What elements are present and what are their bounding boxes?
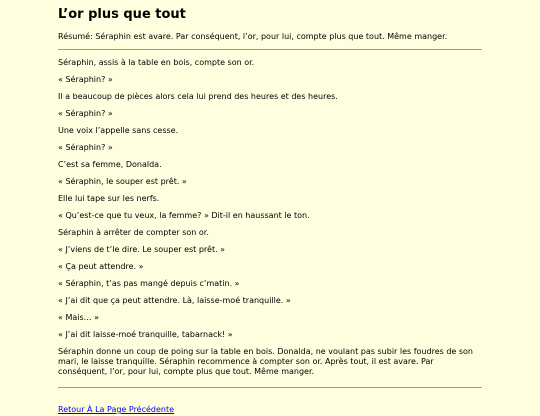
bottom-divider [58, 387, 482, 388]
page-title: L’or plus que tout [58, 7, 186, 22]
story-paragraph: « Qu’est-ce que tu veux, la femme? » Dit-il en haussant le ton. [58, 211, 310, 220]
story-paragraph: « Mais… » [58, 313, 100, 322]
story-paragraph: Séraphin, assis à la table en bois, compte son or. [58, 58, 255, 67]
story-paragraph: « Séraphin, t’as pas mangé depuis c’matin. » [58, 279, 240, 288]
story-summary: Résumé: Séraphin est avare. Par conséquent, l’or, pour lui, compte plus que tout. Même manger. [58, 32, 448, 41]
story-paragraph: « J’viens de t’le dire. Le souper est prêt. » [58, 245, 226, 254]
story-paragraph: « Ça peut attendre. » [58, 262, 144, 271]
story-paragraph: « Séraphin? » [58, 109, 113, 118]
story-paragraph: « J’ai dit laisse-moé tranquille, tabarnack! » [58, 330, 233, 339]
story-paragraph: « Séraphin, le souper est prêt. » [58, 177, 187, 186]
story-paragraph: « Séraphin? » [58, 75, 113, 84]
story-paragraph: Séraphin donne un coup de poing sur la table en bois. Donalda, ne voulant pas subir les foudres de son mari, le laisse tranquille. Séraphin recommence à compter son or. Après tout, il est avare. Par conséquent, l’or, pour lui, compte plus que tout. Même manger. [58, 347, 474, 376]
story-paragraph: Une voix l’appelle sans cesse. [58, 126, 179, 135]
story-paragraph: C’est sa femme, Donalda. [58, 160, 162, 169]
story-paragraph: Séraphin à arrêter de compter son or. [58, 228, 209, 237]
back-link[interactable]: Retour À La Page Précédente [58, 405, 175, 414]
story-paragraph: Il a beaucoup de pièces alors cela lui prend des heures et des heures. [58, 92, 338, 101]
top-divider [58, 49, 482, 50]
story-body [58, 58, 482, 377]
story-paragraph: « J’ai dit que ça peut attendre. Là, laisse-moé tranquille. » [58, 296, 291, 305]
story-paragraph: Elle lui tape sur les nerfs. [58, 194, 160, 203]
story-paragraph: « Séraphin? » [58, 143, 113, 152]
